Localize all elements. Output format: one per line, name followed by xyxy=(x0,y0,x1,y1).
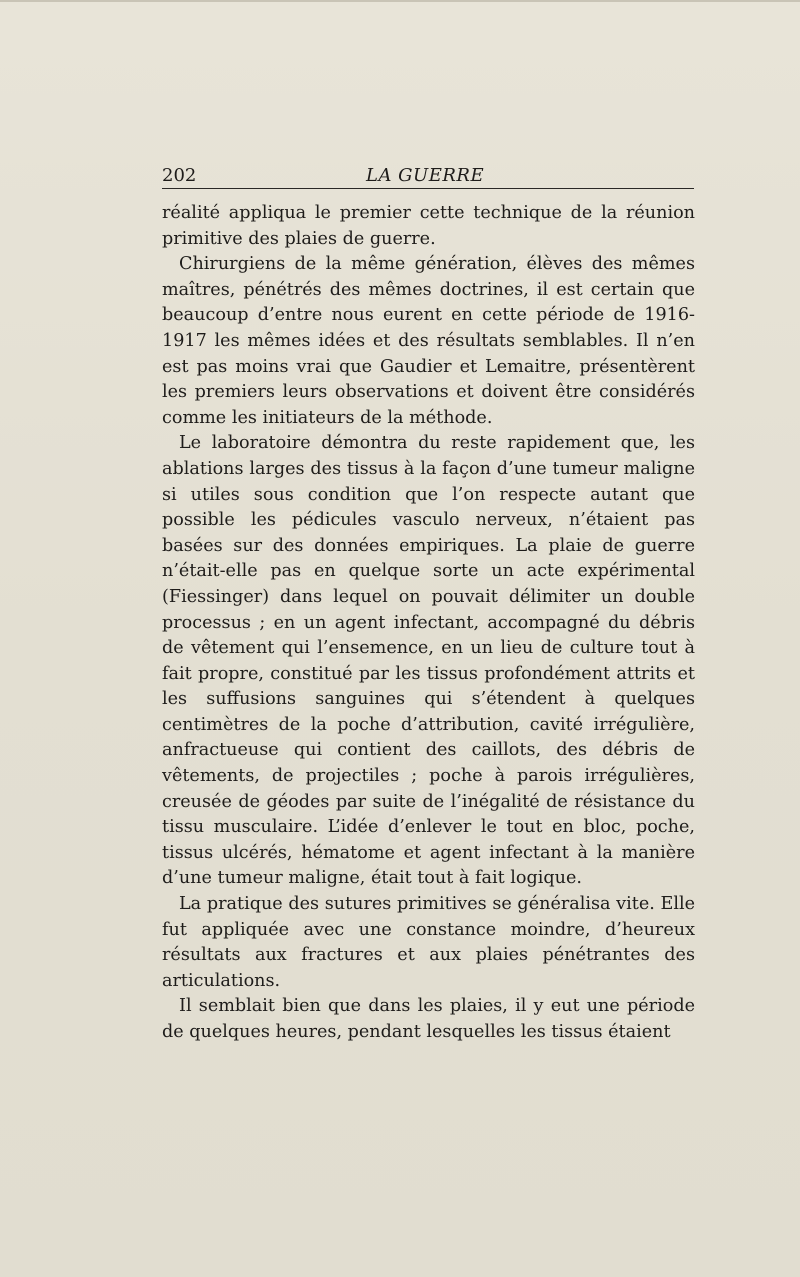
paragraph-5: Il semblait bien que dans les plaies, il y eut une période de quelques heures, pendant lesquelles les tissus étaient xyxy=(162,996,695,1042)
page-top-edge xyxy=(0,0,800,2)
running-title: LA GUERRE xyxy=(366,165,485,186)
body-text xyxy=(162,201,695,1046)
paragraph-1: réalité appliqua le premier cette technique de la réunion primitive des plaies de guerre. xyxy=(162,203,695,249)
paragraph-2: Chirurgiens de la même génération, élèves des mêmes maîtres, pénétrés des mêmes doctrines, il est certain que beaucoup d’entre nous eurent en cette période de 1916-1917 les mêmes idées et des résultats semblables. Il n’en est pas moins vrai que Gaudier et Lemaitre, présentèrent les premiers leurs observations et doivent être considérés comme les initiateurs de la méthode. xyxy=(162,254,695,428)
paragraph-3: Le laboratoire démontra du reste rapidement que, les ablations larges des tissus à la façon d’une tumeur maligne si utiles sous condition que l’on respecte autant que possible les pédicules vasculo nerveux, n’étaient pas basées sur des données empiriques. La plaie de guerre n’était-elle pas en quelque sorte un acte expérimental (Fiessinger) dans lequel on pouvait délimiter un double processus ; en un agent infectant, accompagné du débris de vêtement qui l’ensemence, en un lieu de culture tout à fait propre, constitué par les tissus profondément attrits et les suffusions sanguines qui s’étendent à quelques centimètres de la poche d’attribution, cavité irrégulière, anfractueuse qui contient des caillots, des débris de vêtements, de projectiles ; poche à parois irrégulières, creusée de géodes par suite de l’inégalité de résistance du tissu musculaire. L’idée d’enlever le tout en bloc, poche, tissus ulcérés, hématome et agent infectant à la manière d’une tumeur maligne, était tout à fait logique. xyxy=(162,433,695,889)
paragraph-4: La pratique des sutures primitives se généralisa vite. Elle fut appliquée avec une constance moindre, d’heureux résultats aux fractures et aux plaies pénétrantes des articulations. xyxy=(162,894,695,991)
page-number: 202 xyxy=(162,165,197,186)
page-header xyxy=(162,164,694,189)
